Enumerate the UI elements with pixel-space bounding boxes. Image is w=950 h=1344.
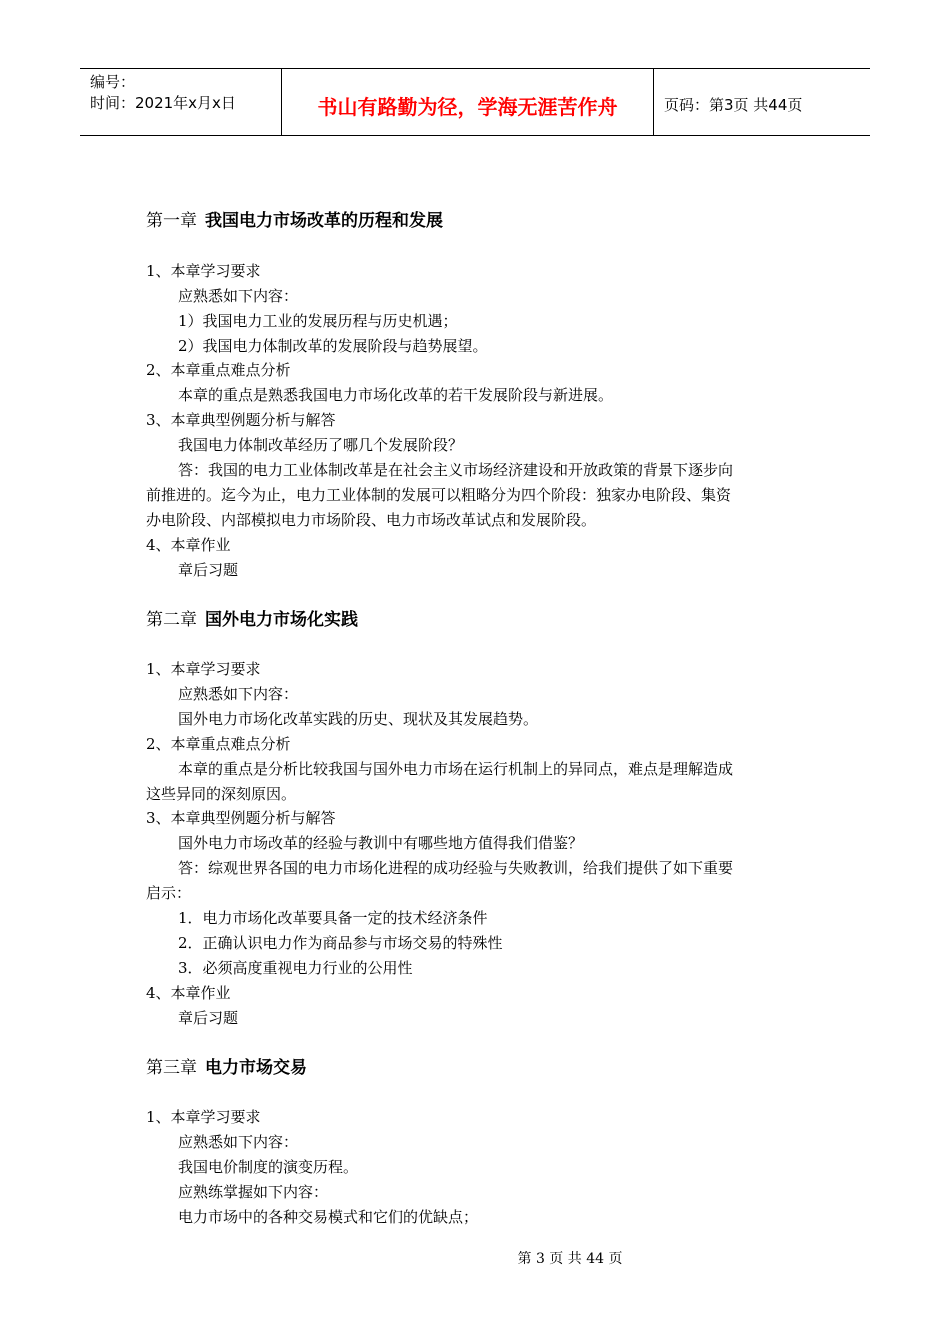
page-footer: 第 3 页 共 44 页 <box>517 1251 623 1267</box>
section-heading: 4、本章作业 <box>146 984 231 1002</box>
header-page-info: 页码：第3页 共44页 <box>664 96 803 114</box>
paragraph-line: 前推进的。迄今为止，电力工业体制的发展可以粗略分为四个阶段：独家办电阶段、集资 <box>146 486 732 504</box>
chapter-heading <box>146 210 443 232</box>
section-heading: 3、本章典型例题分析与解答 <box>146 809 336 827</box>
paragraph-line: 章后习题 <box>178 561 239 579</box>
chapter-prefix: 第二章 <box>146 610 197 630</box>
list-item: 2）我国电力体制改革的发展阶段与趋势展望。 <box>178 337 488 355</box>
section-heading: 2、本章重点难点分析 <box>146 735 291 753</box>
paragraph-line: 我国电力体制改革经历了哪几个发展阶段？ <box>178 436 464 454</box>
section-heading: 1、本章学习要求 <box>146 1108 261 1126</box>
paragraph-line: 章后习题 <box>178 1009 239 1027</box>
paragraph-line: 办电阶段、内部模拟电力市场阶段、电力市场改革试点和发展阶段。 <box>146 511 597 529</box>
chapter-title: 我国电力市场改革的历程和发展 <box>205 211 443 231</box>
paragraph-line: 应熟悉如下内容： <box>178 1133 299 1151</box>
section-heading: 4、本章作业 <box>146 536 231 554</box>
list-item: 3．必须高度重视电力行业的公用性 <box>178 959 413 977</box>
paragraph-line: 国外电力市场改革的经验与教训中有哪些地方值得我们借鉴？ <box>178 834 584 852</box>
section-heading: 2、本章重点难点分析 <box>146 361 291 379</box>
paragraph-line: 应熟悉如下内容： <box>178 287 299 305</box>
section-heading: 1、本章学习要求 <box>146 660 261 678</box>
paragraph-line: 应熟练掌握如下内容： <box>178 1183 329 1201</box>
paragraph-line: 启示： <box>146 884 192 902</box>
paragraph-line: 答：我国的电力工业体制改革是在社会主义市场经济建设和开放政策的背景下逐步向 <box>178 461 734 479</box>
document-number-label: 编号： <box>90 73 136 91</box>
list-item: 1．电力市场化改革要具备一定的技术经济条件 <box>178 909 488 927</box>
header-motto: 书山有路勤为径，学海无涯苦作舟 <box>317 95 618 119</box>
list-item: 1）我国电力工业的发展历程与历史机遇； <box>178 312 458 330</box>
paragraph-line: 本章的重点是分析比较我国与国外电力市场在运行机制上的异同点，难点是理解造成 <box>178 760 734 778</box>
paragraph-line: 答：综观世界各国的电力市场化进程的成功经验与失败教训，给我们提供了如下重要 <box>178 859 734 877</box>
chapter-prefix: 第三章 <box>146 1058 197 1078</box>
chapter-title: 电力市场交易 <box>205 1058 307 1078</box>
paragraph-line: 国外电力市场化改革实践的历史、现状及其发展趋势。 <box>178 710 539 728</box>
paragraph-line: 这些异同的深刻原因。 <box>146 785 297 803</box>
paragraph-line: 应熟悉如下内容： <box>178 685 299 703</box>
chapter-heading <box>146 609 358 631</box>
chapter-title: 国外电力市场化实践 <box>205 610 358 630</box>
section-heading: 3、本章典型例题分析与解答 <box>146 411 336 429</box>
section-heading: 1、本章学习要求 <box>146 262 261 280</box>
list-item: 2．正确认识电力作为商品参与市场交易的特殊性 <box>178 934 503 952</box>
paragraph-line: 我国电价制度的演变历程。 <box>178 1158 359 1176</box>
chapter-prefix: 第一章 <box>146 211 197 231</box>
paragraph-line: 本章的重点是熟悉我国电力市场化改革的若干发展阶段与新进展。 <box>178 386 614 404</box>
chapter-heading <box>146 1057 307 1079</box>
paragraph-line: 电力市场中的各种交易模式和它们的优缺点； <box>178 1208 479 1226</box>
document-date: 时间：2021年x月x日 <box>90 94 236 112</box>
